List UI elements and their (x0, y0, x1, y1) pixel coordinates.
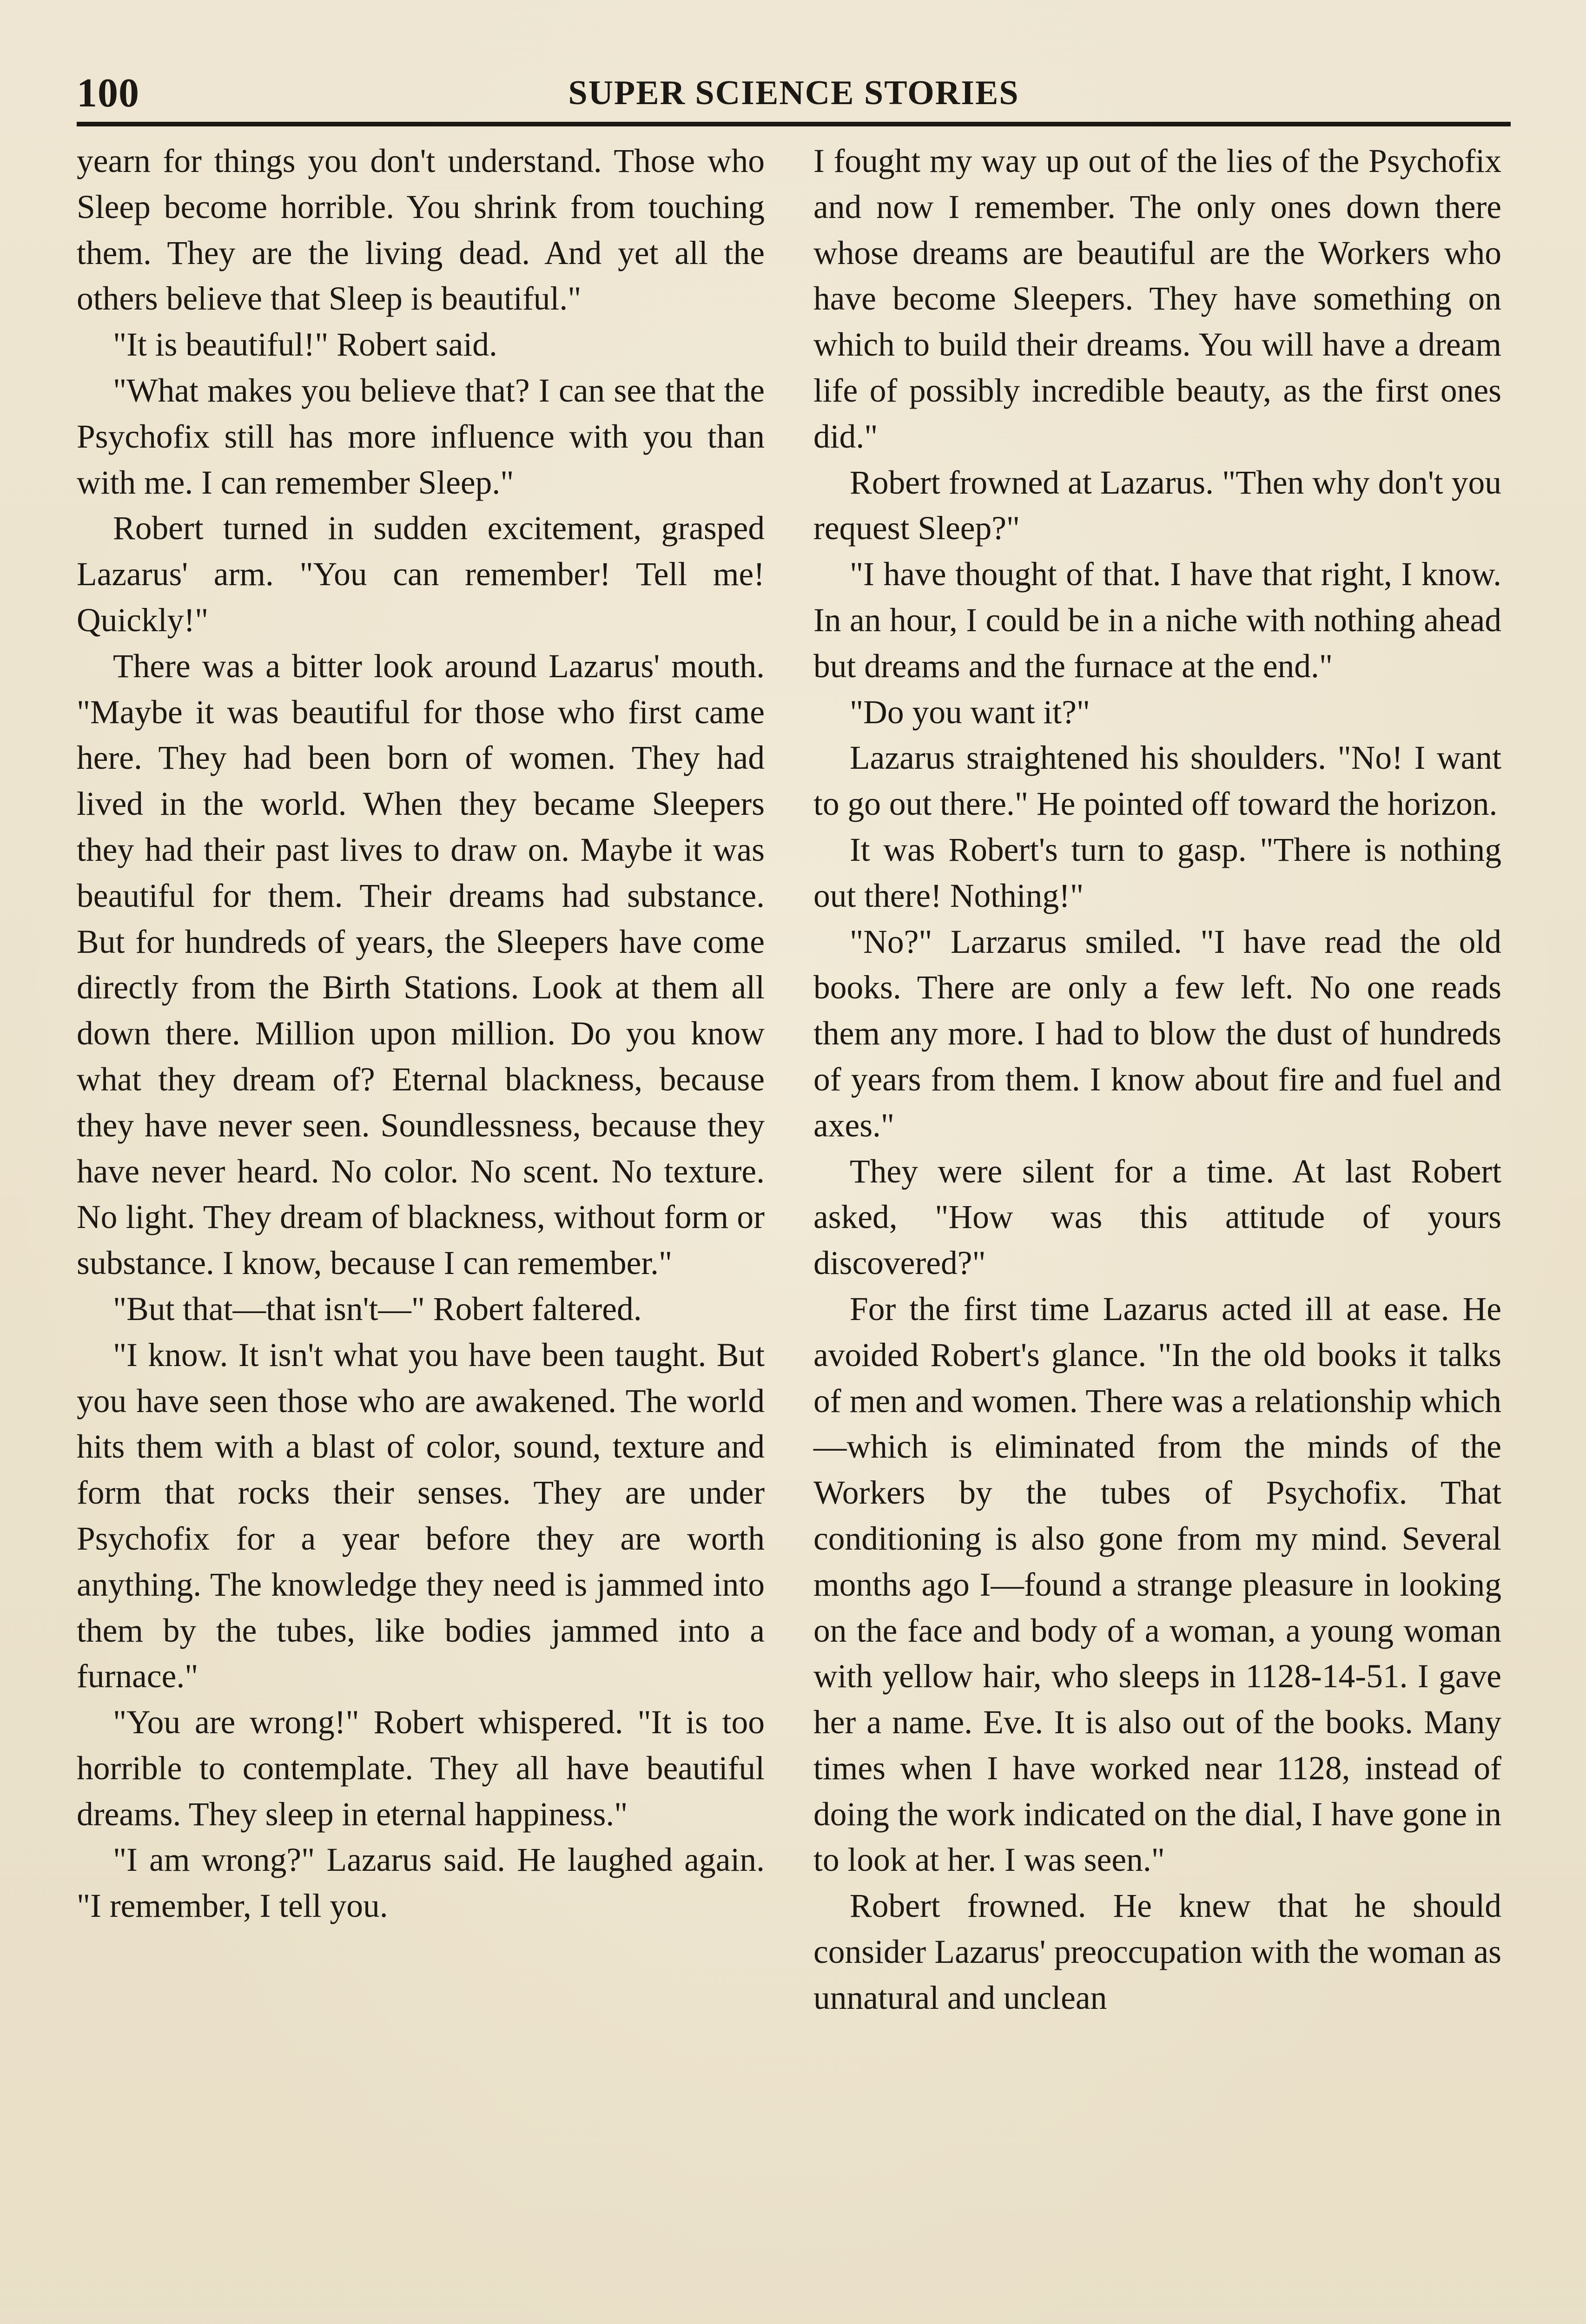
paragraph: There was a bitter look around Lazarus' mouth. "Maybe it was beautiful for those who first came here. They had been born of women. They had lived in the world. When they became Sleepers they had their past lives to draw on. Maybe it was beautiful for them. Their dreams had substance. But for hundreds of years, the Sleepers have come directly from the Birth Stations. Look at them all down there. Million upon million. Do you know what they dream of? Eternal blackness, because they have never seen. Soundlessness, because they have never heard. No color. No scent. No texture. No light. They dream of blackness, without form or substance. I know, because I can remember." (77, 647, 765, 1282)
paragraph: "It is beautiful!" Robert said. (113, 326, 497, 363)
paragraph: "No?" Larzarus smiled. "I have read the old books. There are only a few left. No one reads them any more. I had to blow the dust of hundreds of years from them. I know about fire and fuel and axes." (813, 923, 1501, 1144)
paragraph: It was Robert's turn to gasp. "There is nothing out there! Nothing!" (813, 831, 1501, 914)
paragraph: "But that—that isn't—" Robert faltered. (113, 1290, 642, 1327)
paragraph: I fought my way up out of the lies of the Psychofix and now I remember. The only ones down there whose dreams are beautiful are the Workers who have become Sleepers. They have something on which to build their dreams. You will have a dream life of possibly incredible beauty, as the first ones did." (813, 143, 1501, 455)
header-rule (77, 122, 1511, 126)
page-number: 100 (77, 71, 139, 116)
paragraph: Robert frowned at Lazarus. "Then why don't you request Sleep?" (813, 464, 1501, 547)
paragraph: "I know. It isn't what you have been taught. But you have seen those who are awakened. The world hits them with a blast of color, sound, texture and form that rocks their senses. They are under Psychofix for a year before they are worth anything. The knowledge they need is jammed into them by the tubes, like bodies jammed into a furnace." (77, 1336, 765, 1695)
page-header (77, 70, 1511, 121)
paragraph: They were silent for a time. At last Robert asked, "How was this attitude of yours discovered?" (813, 1153, 1501, 1282)
paragraph: For the first time Lazarus acted ill at ease. He avoided Robert's glance. "In the old books it talks of men and women. There was a relationship which—which is eliminated from the minds of the Workers by the tubes of Psychofix. That conditioning is also gone from my mind. Several months ago I—found a strange pleasure in looking on the face and body of a woman, a young woman with yellow hair, who sleeps in 1128-14-51. I gave her a name. Eve. It is also out of the books. Many times when I have worked near 1128, instead of doing the work indicated on the dial, I have gone in to look at her. I was seen." (813, 1290, 1501, 1879)
paragraph: "You are wrong!" Robert whispered. "It is too horrible to contemplate. They all have beautiful dreams. They sleep in eternal happiness." (77, 1704, 765, 1833)
running-title: SUPER SCIENCE STORIES (568, 74, 1019, 112)
paragraph: "I am wrong?" Lazarus said. He laughed again. "I remember, I tell you. (77, 1842, 765, 1925)
text-column-left (77, 139, 765, 1929)
paragraph: yearn for things you don't understand. Those who Sleep become horrible. You shrink from touching them. They are the living dead. And yet all the others believe that Sleep is beautiful." (77, 143, 765, 317)
paragraph: "I have thought of that. I have that right, I know. In an hour, I could be in a niche with nothing ahead but dreams and the furnace at the end." (813, 556, 1501, 685)
text-column-right (813, 139, 1501, 2021)
paragraph: Robert frowned. He knew that he should consider Lazarus' preoccupation with the woman as unnatural and unclean (813, 1888, 1501, 2016)
paragraph: Robert turned in sudden excitement, grasped Lazarus' arm. "You can remember! Tell me! Quickly!" (77, 510, 765, 639)
paragraph: "Do you want it?" (850, 693, 1090, 731)
paragraph: Lazarus straightened his shoulders. "No! I want to go out there." He pointed off toward the horizon. (813, 739, 1501, 823)
paragraph: "What makes you believe that? I can see that the Psychofix still has more influence with you than with me. I can remember Sleep." (77, 372, 765, 501)
